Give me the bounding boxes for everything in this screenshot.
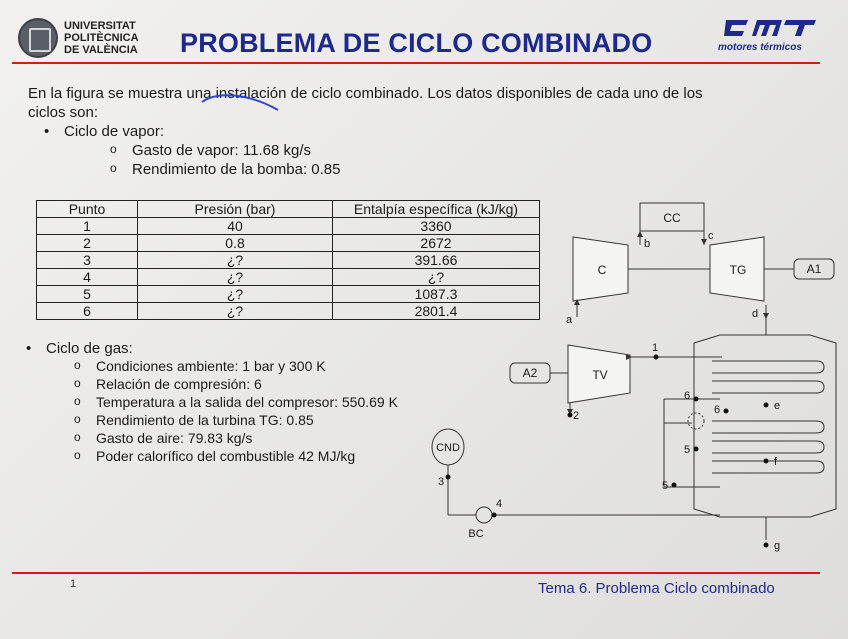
point-3: 3 (438, 476, 445, 488)
point-g: g (774, 540, 781, 552)
point-6-right: 6 (714, 404, 721, 416)
point-f: f (774, 456, 778, 468)
circle-bullet-icon: o (110, 161, 117, 175)
column-header: Punto (37, 201, 138, 218)
point-b: b (644, 238, 651, 250)
header-divider (12, 62, 820, 64)
label-cc: CC (663, 211, 681, 225)
point-2: 2 (573, 410, 580, 422)
footer-divider (12, 572, 820, 574)
label-pump: BC (468, 528, 484, 540)
label-compressor: C (597, 263, 607, 277)
point-5-upper: 5 (684, 444, 691, 456)
point-c: c (708, 230, 714, 242)
page-title: PROBLEMA DE CICLO COMBINADO (180, 28, 653, 58)
circle-bullet-icon: o (74, 358, 81, 372)
table-row: 3 ¿? 391.66 (37, 252, 540, 269)
footer-topic: Tema 6. Problema Ciclo combinado (538, 580, 775, 597)
circle-bullet-icon: o (74, 430, 81, 444)
university-seal-icon (18, 18, 58, 58)
label-a1: A1 (806, 262, 822, 276)
cmt-logo (716, 16, 824, 56)
label-condenser: CND (436, 442, 460, 454)
university-name-line-3: DE VALÈNCIA (64, 44, 138, 56)
column-header: Entalpía específica (kJ/kg) (333, 201, 540, 218)
table-row: 2 0.8 2672 (37, 235, 540, 252)
circle-bullet-icon: o (74, 394, 81, 408)
cmt-logo-text: cmt (770, 32, 772, 33)
intro-paragraph: En la figura se muestra una instalación de ciclo combinado. Los datos disponibles de cada uno de los ciclos son: (28, 85, 703, 121)
university-name-line-2: POLITÈCNICA (64, 32, 139, 44)
university-logo (14, 14, 174, 60)
table-row: 5 ¿? 1087.3 (37, 286, 540, 303)
point-6-left: 6 (684, 390, 691, 402)
circle-bullet-icon: o (74, 376, 81, 390)
pump-bc (476, 507, 492, 523)
cmt-subtitle: motores térmicos (718, 42, 802, 53)
bullet-icon: • (44, 123, 50, 140)
point-a: a (566, 314, 573, 326)
slide: UNIVERSITAT POLITÈCNICA DE VALÈNCIA PROBLEMA DE CICLO COMBINADO cmt motores térmicos En la figura se muestra una instalación de ciclo combinado. Los datos disponibles de cada uno de los ciclos son: • Ciclo de vapor: o Gasto de vapor: 11.68 kg/s o Rendimiento de la bomba: 0.85 Punto Presión (bar) Entalpía específica (kJ/kg) 1 40 3360 2 0.8 2672 3 ¿? 391.66 4 ¿? ¿? 5 ¿? 1087.3 6 ¿? 2801.4 • Ciclo de gas: o Condiciones ambiente: 1 bar y 300 K o Relación de compresión: 6 o Temperatura a la salida del compresor: 550.69 K o Rendimiento de la turbina TG: 0.85 o Gasto de aire: 79.83 kg/s o Poder calorífico del combustible 42 MJ/kg CC C TG A1 A2 TV CND BC a b c d e f g 1 2 3 4 5 5 6 6 1 Tema 6. Problema Ciclo combinado (0, 0, 848, 639)
circle-bullet-icon: o (74, 412, 81, 426)
table-row: 6 ¿? 2801.4 (37, 303, 540, 320)
cmt-logo-mark-icon (722, 16, 818, 40)
table-row: 1 40 3360 (37, 218, 540, 235)
university-name-line-1: UNIVERSITAT (64, 20, 136, 32)
table-row: 4 ¿? ¿? (37, 269, 540, 286)
point-4: 4 (496, 498, 503, 510)
drum (688, 413, 704, 429)
point-5-lower: 5 (662, 480, 669, 492)
combined-cycle-diagram (420, 195, 840, 565)
handwritten-annotation-icon (196, 86, 286, 118)
point-1: 1 (652, 342, 659, 354)
circle-bullet-icon: o (110, 142, 117, 156)
heat-recovery-boiler (694, 335, 836, 517)
point-d: d (752, 308, 759, 320)
page-number: 1 (70, 578, 77, 590)
circle-bullet-icon: o (74, 448, 81, 462)
column-header: Presión (bar) (138, 201, 333, 218)
point-e: e (774, 400, 781, 412)
label-steam-turbine: TV (592, 368, 608, 382)
label-a2: A2 (522, 366, 538, 380)
bullet-icon: • (26, 340, 32, 357)
label-gas-turbine: TG (729, 263, 747, 277)
